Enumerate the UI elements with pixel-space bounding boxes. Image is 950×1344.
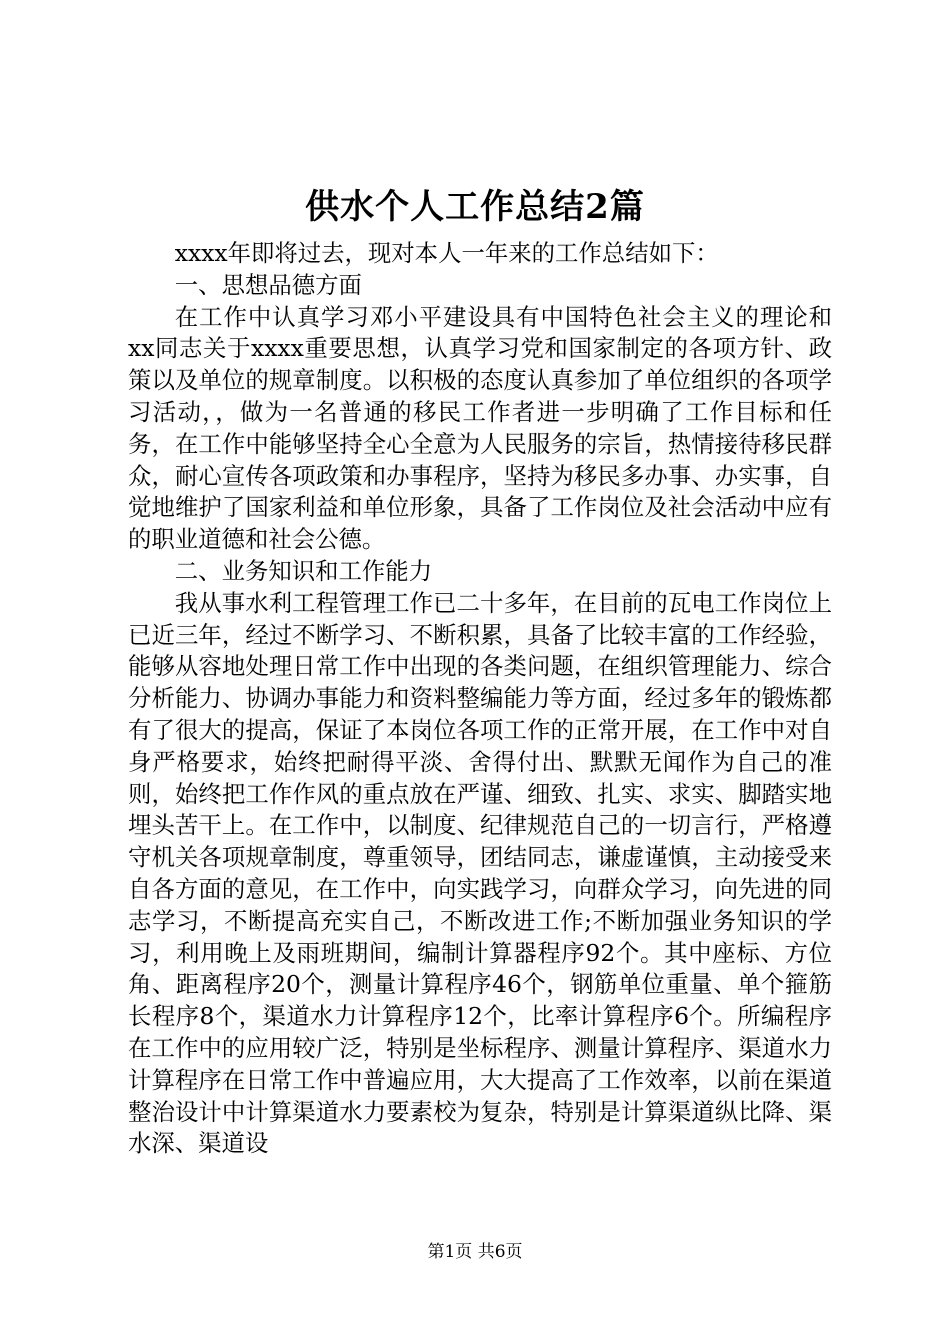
section-heading-business: 二、业务知识和工作能力	[174, 556, 433, 585]
ideology-paragraph: 在工作中认真学习邓小平建设具有中国特色社会主义的理论和xx同志关于xxxx重要思想，认真学习党和国家制定的各项方针、政策以及单位的规章制度。以积极的态度认真参加了单位组织的各项学习活动，，做为一名普通的移民工作者进一步明确了工作目标和任务，在工作中能够坚持全心全意为人民服务的宗旨，热情接待移民群众，耐心宣传各项政策和办事程序，坚持为移民多办事、办实事，自觉地维护了国家利益和单位形象，具备了工作岗位及社会活动中应有的职业道德和社会公德。	[128, 302, 832, 554]
page-footer: 第1页 共6页	[427, 1242, 523, 1262]
intro-paragraph: xxxx年即将过去，现对本人一年来的工作总结如下：	[174, 239, 719, 267]
business-paragraph: 我从事水利工程管理工作已二十多年，在目前的瓦电工作岗位上已近三年，经过不断学习、不断积累，具备了比较丰富的工作经验，能够从容地处理日常工作中出现的各类问题，在组织管理能力、综合分析能力、协调办事能力和资料整编能力等方面，经过多年的锻炼都有了很大的提高，保证了本岗位各项工作的正常开展，在工作中对自身严格要求，始终把耐得平淡、舍得付出、默默无闻作为自己的准则，始终把工作作风的重点放在严谨、细致、扎实、求实、脚踏实地埋头苦干上。在工作中，以制度、纪律规范自己的一切言行，严格遵守机关各项规章制度，尊重领导，团结同志，谦虚谨慎，主动接受来自各方面的意见，在工作中，向实践学习，向群众学习，向先进的同志学习，不断提高充实自己，不断改进工作;不断加强业务知识的学习，利用晚上及雨班期间，编制计算器程序92个。其中座标、方位角、距离程序20个，测量计算程序46个，钢筋单位重量、单个箍筋长程序8个，渠道水力计算程序12个，比率计算程序6个。所编程序在工作中的应用较广泛，特别是坐标程序、测量计算程序、渠道水力计算程序在日常工作中普遍应用，大大提高了工作效率，以前在渠道整治设计中计算渠道水力要素校为复杂，特别是计算渠道纵比降、渠水深、渠道设	[128, 588, 832, 1158]
document-title: 供水个人工作总结2篇	[305, 187, 645, 227]
section-heading-ideology: 一、思想品德方面	[174, 270, 362, 299]
document-body	[128, 238, 832, 1160]
